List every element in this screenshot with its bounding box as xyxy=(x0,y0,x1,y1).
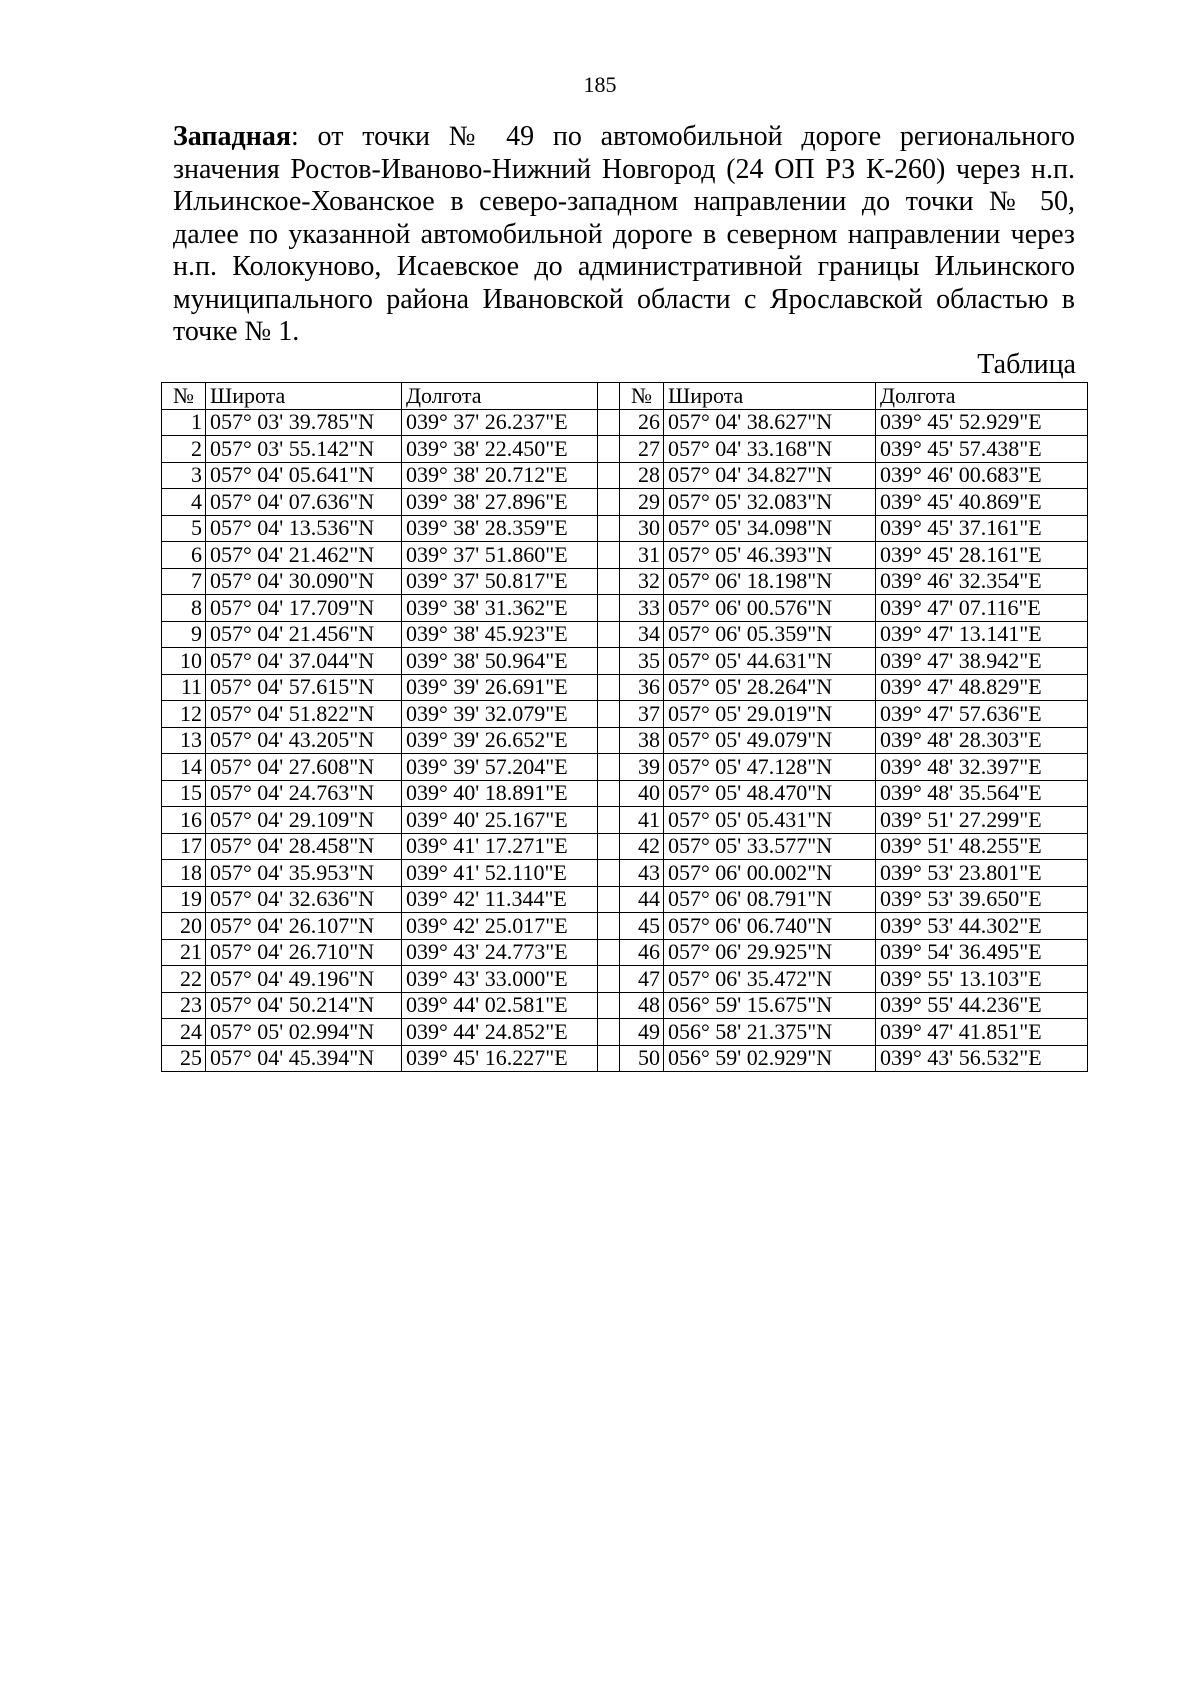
longitude-cell: 039° 37' 26.237"E xyxy=(402,409,598,436)
latitude-cell: 057° 03' 39.785"N xyxy=(206,409,402,436)
table-row xyxy=(162,886,1088,913)
column-gap xyxy=(598,542,620,569)
point-number: 26 xyxy=(620,409,664,436)
column-gap xyxy=(598,409,620,436)
latitude-cell: 057° 05' 44.631"N xyxy=(664,648,876,675)
column-gap xyxy=(598,568,620,595)
column-gap xyxy=(598,648,620,675)
point-number: 6 xyxy=(162,542,206,569)
column-gap xyxy=(598,621,620,648)
table-row xyxy=(162,913,1088,940)
point-number: 2 xyxy=(162,436,206,463)
latitude-cell: 057° 04' 29.109"N xyxy=(206,807,402,834)
point-number: 25 xyxy=(162,1045,206,1072)
longitude-cell: 039° 41' 52.110"E xyxy=(402,860,598,887)
column-gap xyxy=(598,674,620,701)
point-number: 41 xyxy=(620,807,664,834)
latitude-cell: 057° 04' 38.627"N xyxy=(664,409,876,436)
point-number: 24 xyxy=(162,1019,206,1046)
table-row xyxy=(162,674,1088,701)
longitude-cell: 039° 38' 50.964"E xyxy=(402,648,598,675)
point-number: 49 xyxy=(620,1019,664,1046)
point-number: 17 xyxy=(162,833,206,860)
latitude-cell: 057° 05' 32.083"N xyxy=(664,489,876,516)
latitude-cell: 057° 04' 07.636"N xyxy=(206,489,402,516)
column-gap xyxy=(598,383,620,410)
longitude-cell: 039° 55' 13.103"E xyxy=(876,966,1088,993)
point-number: 44 xyxy=(620,886,664,913)
longitude-cell: 039° 47' 13.141"E xyxy=(876,621,1088,648)
point-number: 29 xyxy=(620,489,664,516)
point-number: 37 xyxy=(620,701,664,728)
column-gap xyxy=(598,595,620,622)
paragraph-text: : от точки № 49 по автомобильной дороге регионального значения Ростов-Иваново-Нижний Новгород (24 ОП РЗ К-260) через н.п. Ильинское-Хованское в северо-западном направлении до точки № 50, далее по указанной автомобильной дороге в северном направлении через н.п. Колокуново, Исаевское до административной границы Ильинского муниципального района Ивановской области с Ярославской областью в точке № 1. xyxy=(173,121,1075,347)
latitude-cell: 057° 06' 00.576"N xyxy=(664,595,876,622)
point-number: 40 xyxy=(620,780,664,807)
longitude-cell: 039° 37' 51.860"E xyxy=(402,542,598,569)
latitude-cell: 057° 05' 46.393"N xyxy=(664,542,876,569)
latitude-cell: 057° 04' 05.641"N xyxy=(206,462,402,489)
header-longitude-left: Долгота xyxy=(402,383,598,410)
latitude-cell: 057° 04' 13.536"N xyxy=(206,515,402,542)
latitude-cell: 057° 04' 33.168"N xyxy=(664,436,876,463)
point-number: 36 xyxy=(620,674,664,701)
longitude-cell: 039° 42' 11.344"E xyxy=(402,886,598,913)
latitude-cell: 057° 05' 05.431"N xyxy=(664,807,876,834)
column-gap xyxy=(598,701,620,728)
latitude-cell: 057° 05' 28.264"N xyxy=(664,674,876,701)
column-gap xyxy=(598,886,620,913)
point-number: 20 xyxy=(162,913,206,940)
longitude-cell: 039° 47' 41.851"E xyxy=(876,1019,1088,1046)
longitude-cell: 039° 47' 38.942"E xyxy=(876,648,1088,675)
latitude-cell: 057° 04' 32.636"N xyxy=(206,886,402,913)
point-number: 32 xyxy=(620,568,664,595)
point-number: 7 xyxy=(162,568,206,595)
table-row xyxy=(162,860,1088,887)
point-number: 22 xyxy=(162,966,206,993)
point-number: 33 xyxy=(620,595,664,622)
point-number: 19 xyxy=(162,886,206,913)
latitude-cell: 057° 04' 34.827"N xyxy=(664,462,876,489)
point-number: 30 xyxy=(620,515,664,542)
latitude-cell: 056° 59' 02.929"N xyxy=(664,1045,876,1072)
latitude-cell: 057° 04' 26.710"N xyxy=(206,939,402,966)
latitude-cell: 057° 06' 18.198"N xyxy=(664,568,876,595)
table-row xyxy=(162,1045,1088,1072)
longitude-cell: 039° 43' 56.532"E xyxy=(876,1045,1088,1072)
table-row xyxy=(162,462,1088,489)
column-gap xyxy=(598,966,620,993)
column-gap xyxy=(598,833,620,860)
latitude-cell: 057° 06' 08.791"N xyxy=(664,886,876,913)
longitude-cell: 039° 46' 00.683"E xyxy=(876,462,1088,489)
table-row xyxy=(162,939,1088,966)
point-number: 50 xyxy=(620,1045,664,1072)
longitude-cell: 039° 53' 39.650"E xyxy=(876,886,1088,913)
point-number: 39 xyxy=(620,754,664,781)
longitude-cell: 039° 39' 26.691"E xyxy=(402,674,598,701)
longitude-cell: 039° 43' 24.773"E xyxy=(402,939,598,966)
latitude-cell: 056° 59' 15.675"N xyxy=(664,992,876,1019)
column-gap xyxy=(598,462,620,489)
column-gap xyxy=(598,913,620,940)
point-number: 43 xyxy=(620,860,664,887)
latitude-cell: 057° 04' 51.822"N xyxy=(206,701,402,728)
longitude-cell: 039° 51' 27.299"E xyxy=(876,807,1088,834)
column-gap xyxy=(598,860,620,887)
header-number-right: № xyxy=(620,383,664,410)
table-row xyxy=(162,595,1088,622)
table-row xyxy=(162,807,1088,834)
point-number: 18 xyxy=(162,860,206,887)
point-number: 23 xyxy=(162,992,206,1019)
longitude-cell: 039° 47' 07.116"E xyxy=(876,595,1088,622)
latitude-cell: 057° 05' 33.577"N xyxy=(664,833,876,860)
paragraph-lead: Западная xyxy=(173,121,291,152)
table-row xyxy=(162,1019,1088,1046)
longitude-cell: 039° 42' 25.017"E xyxy=(402,913,598,940)
table-row xyxy=(162,542,1088,569)
latitude-cell: 057° 06' 05.359"N xyxy=(664,621,876,648)
longitude-cell: 039° 41' 17.271"E xyxy=(402,833,598,860)
column-gap xyxy=(598,1045,620,1072)
table-row xyxy=(162,515,1088,542)
longitude-cell: 039° 47' 57.636"E xyxy=(876,701,1088,728)
longitude-cell: 039° 45' 52.929"E xyxy=(876,409,1088,436)
table-row xyxy=(162,992,1088,1019)
point-number: 3 xyxy=(162,462,206,489)
longitude-cell: 039° 38' 27.896"E xyxy=(402,489,598,516)
point-number: 16 xyxy=(162,807,206,834)
table-row xyxy=(162,833,1088,860)
header-number-left: № xyxy=(162,383,206,410)
point-number: 42 xyxy=(620,833,664,860)
column-gap xyxy=(598,489,620,516)
point-number: 46 xyxy=(620,939,664,966)
point-number: 8 xyxy=(162,595,206,622)
latitude-cell: 057° 04' 26.107"N xyxy=(206,913,402,940)
point-number: 31 xyxy=(620,542,664,569)
table-header-row xyxy=(162,383,1088,410)
latitude-cell: 057° 04' 37.044"N xyxy=(206,648,402,675)
point-number: 47 xyxy=(620,966,664,993)
latitude-cell: 057° 05' 48.470"N xyxy=(664,780,876,807)
column-gap xyxy=(598,727,620,754)
latitude-cell: 057° 04' 43.205"N xyxy=(206,727,402,754)
table-body xyxy=(162,409,1088,1072)
latitude-cell: 057° 04' 57.615"N xyxy=(206,674,402,701)
table-row xyxy=(162,568,1088,595)
latitude-cell: 057° 04' 45.394"N xyxy=(206,1045,402,1072)
longitude-cell: 039° 54' 36.495"E xyxy=(876,939,1088,966)
longitude-cell: 039° 38' 28.359"E xyxy=(402,515,598,542)
point-number: 34 xyxy=(620,621,664,648)
longitude-cell: 039° 38' 45.923"E xyxy=(402,621,598,648)
table-row xyxy=(162,727,1088,754)
column-gap xyxy=(598,515,620,542)
longitude-cell: 039° 45' 16.227"E xyxy=(402,1045,598,1072)
longitude-cell: 039° 53' 23.801"E xyxy=(876,860,1088,887)
column-gap xyxy=(598,1019,620,1046)
longitude-cell: 039° 45' 57.438"E xyxy=(876,436,1088,463)
latitude-cell: 057° 04' 24.763"N xyxy=(206,780,402,807)
column-gap xyxy=(598,754,620,781)
longitude-cell: 039° 40' 18.891"E xyxy=(402,780,598,807)
header-latitude-right: Широта xyxy=(664,383,876,410)
table-row xyxy=(162,436,1088,463)
longitude-cell: 039° 38' 31.362"E xyxy=(402,595,598,622)
table-row xyxy=(162,754,1088,781)
latitude-cell: 057° 06' 00.002"N xyxy=(664,860,876,887)
longitude-cell: 039° 45' 40.869"E xyxy=(876,489,1088,516)
table-row xyxy=(162,648,1088,675)
longitude-cell: 039° 39' 57.204"E xyxy=(402,754,598,781)
column-gap xyxy=(598,780,620,807)
longitude-cell: 039° 40' 25.167"E xyxy=(402,807,598,834)
latitude-cell: 057° 05' 34.098"N xyxy=(664,515,876,542)
column-gap xyxy=(598,436,620,463)
point-number: 4 xyxy=(162,489,206,516)
latitude-cell: 057° 06' 29.925"N xyxy=(664,939,876,966)
longitude-cell: 039° 53' 44.302"E xyxy=(876,913,1088,940)
longitude-cell: 039° 48' 35.564"E xyxy=(876,780,1088,807)
latitude-cell: 057° 06' 06.740"N xyxy=(664,913,876,940)
latitude-cell: 056° 58' 21.375"N xyxy=(664,1019,876,1046)
longitude-cell: 039° 48' 32.397"E xyxy=(876,754,1088,781)
longitude-cell: 039° 38' 20.712"E xyxy=(402,462,598,489)
column-gap xyxy=(598,807,620,834)
coordinates-table xyxy=(161,382,1088,1072)
longitude-cell: 039° 45' 28.161"E xyxy=(876,542,1088,569)
latitude-cell: 057° 04' 27.608"N xyxy=(206,754,402,781)
longitude-cell: 039° 38' 22.450"E xyxy=(402,436,598,463)
longitude-cell: 039° 37' 50.817"E xyxy=(402,568,598,595)
longitude-cell: 039° 44' 02.581"E xyxy=(402,992,598,1019)
latitude-cell: 057° 04' 50.214"N xyxy=(206,992,402,1019)
latitude-cell: 057° 03' 55.142"N xyxy=(206,436,402,463)
point-number: 45 xyxy=(620,913,664,940)
table-row xyxy=(162,409,1088,436)
latitude-cell: 057° 05' 49.079"N xyxy=(664,727,876,754)
longitude-cell: 039° 48' 28.303"E xyxy=(876,727,1088,754)
latitude-cell: 057° 04' 21.456"N xyxy=(206,621,402,648)
longitude-cell: 039° 51' 48.255"E xyxy=(876,833,1088,860)
table-row xyxy=(162,780,1088,807)
table-row xyxy=(162,966,1088,993)
longitude-cell: 039° 43' 33.000"E xyxy=(402,966,598,993)
boundary-description xyxy=(173,121,1075,349)
longitude-cell: 039° 55' 44.236"E xyxy=(876,992,1088,1019)
longitude-cell: 039° 39' 32.079"E xyxy=(402,701,598,728)
table-row xyxy=(162,621,1088,648)
latitude-cell: 057° 05' 02.994"N xyxy=(206,1019,402,1046)
point-number: 21 xyxy=(162,939,206,966)
table-row xyxy=(162,489,1088,516)
table-row xyxy=(162,701,1088,728)
point-number: 10 xyxy=(162,648,206,675)
header-latitude-left: Широта xyxy=(206,383,402,410)
latitude-cell: 057° 05' 29.019"N xyxy=(664,701,876,728)
point-number: 13 xyxy=(162,727,206,754)
point-number: 1 xyxy=(162,409,206,436)
longitude-cell: 039° 39' 26.652"E xyxy=(402,727,598,754)
point-number: 11 xyxy=(162,674,206,701)
longitude-cell: 039° 46' 32.354"E xyxy=(876,568,1088,595)
longitude-cell: 039° 47' 48.829"E xyxy=(876,674,1088,701)
point-number: 48 xyxy=(620,992,664,1019)
point-number: 35 xyxy=(620,648,664,675)
latitude-cell: 057° 04' 30.090"N xyxy=(206,568,402,595)
point-number: 27 xyxy=(620,436,664,463)
longitude-cell: 039° 45' 37.161"E xyxy=(876,515,1088,542)
point-number: 28 xyxy=(620,462,664,489)
latitude-cell: 057° 04' 35.953"N xyxy=(206,860,402,887)
column-gap xyxy=(598,992,620,1019)
point-number: 15 xyxy=(162,780,206,807)
page-number: 185 xyxy=(583,72,617,97)
point-number: 14 xyxy=(162,754,206,781)
latitude-cell: 057° 05' 47.128"N xyxy=(664,754,876,781)
table-caption: Таблица xyxy=(977,349,1076,380)
latitude-cell: 057° 04' 21.462"N xyxy=(206,542,402,569)
point-number: 38 xyxy=(620,727,664,754)
point-number: 5 xyxy=(162,515,206,542)
latitude-cell: 057° 04' 28.458"N xyxy=(206,833,402,860)
column-gap xyxy=(598,939,620,966)
latitude-cell: 057° 06' 35.472"N xyxy=(664,966,876,993)
latitude-cell: 057° 04' 17.709"N xyxy=(206,595,402,622)
longitude-cell: 039° 44' 24.852"E xyxy=(402,1019,598,1046)
latitude-cell: 057° 04' 49.196"N xyxy=(206,966,402,993)
point-number: 12 xyxy=(162,701,206,728)
point-number: 9 xyxy=(162,621,206,648)
header-longitude-right: Долгота xyxy=(876,383,1088,410)
